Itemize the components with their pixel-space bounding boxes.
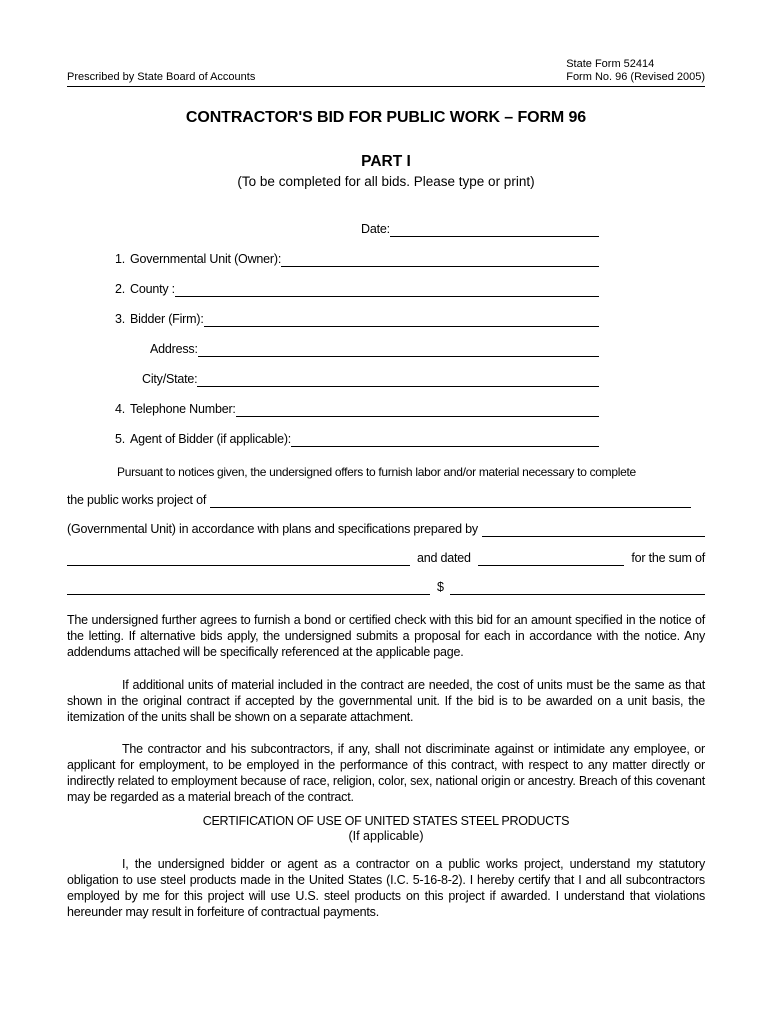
field-row-city-state — [142, 370, 599, 387]
telephone-input-line[interactable] — [236, 415, 599, 417]
bidder-label: Bidder (Firm): — [130, 312, 204, 326]
project-label: the public works project of — [67, 493, 207, 507]
field-number: 5. — [115, 432, 126, 446]
project-field-row — [67, 491, 691, 508]
prepared-by-field-row — [67, 520, 705, 537]
city-state-label: City/State: — [142, 372, 198, 386]
field-row-county — [115, 280, 599, 297]
field-row-governmental-unit — [115, 250, 599, 267]
form-title: CONTRACTOR'S BID FOR PUBLIC WORK – FORM 96 — [185, 109, 587, 126]
bidder-input-line[interactable] — [204, 325, 599, 327]
agent-label: Agent of Bidder (if applicable): — [130, 432, 292, 446]
bond-paragraph: The undersigned further agrees to furnish a bond or certified check with this bid for an amount specified in the notice of the letting. If alternative bids apply, the undersigned submits a proposal for each in accordance with the notice. Any addendums attached will be specifically referenced at the applicable page. — [67, 613, 705, 659]
for-the-sum-of-label: for the sum of — [631, 551, 705, 565]
telephone-label: Telephone Number: — [130, 402, 236, 416]
dated-input-line[interactable] — [478, 564, 625, 566]
field-number: 3. — [115, 312, 126, 326]
nondiscrimination-paragraph: The contractor and his subcontractors, if any, shall not discriminate against or intimidate any employee, or applicant for employment, to be employed in the performance of this contract, with respect to any matter directly or indirectly related to employment because of race, religion, color, sex, national origin or ancestry. Breach of this covenant may be regarded as a material breach of the contract. — [67, 742, 705, 804]
field-row-bidder — [115, 310, 599, 327]
governmental-unit-label: Governmental Unit (Owner): — [130, 252, 282, 266]
dated-field-row — [67, 549, 705, 566]
certification-body: I, the undersigned bidder or agent as a contractor on a public works project, understand my statutory obligation to use steel products made in the United States (I.C. 5-16-8-2). I hereby certify that I and all subcontractors employed by me for this project will use U.S. steel products on this project if awarded. I understand that violations hereunder may result in forfeiture of contractual payments. — [67, 857, 705, 919]
address-input-line[interactable] — [198, 355, 599, 357]
date-field-row — [361, 220, 599, 237]
field-row-telephone — [115, 400, 599, 417]
unit-cost-paragraph: If additional units of material included in the contract are needed, the cost of units must be the same as that shown in the original contract if accepted by the governmental unit. If the bid is to be awarded on a unit basis, the itemization of the units shall be shown on a separate attachment. — [67, 678, 705, 724]
field-number: 2. — [115, 282, 126, 296]
sum-words-input-line[interactable] — [67, 593, 430, 595]
sum-field-row — [67, 578, 705, 595]
form-revision-number: Form No. 96 (Revised 2005) — [566, 71, 705, 83]
field-row-address — [150, 340, 599, 357]
prepared-by-input-line[interactable] — [482, 535, 705, 537]
field-row-agent — [115, 430, 599, 447]
offer-intro-text: Pursuant to notices given, the undersigned offers to furnish labor and/or material necessary to complete — [117, 465, 636, 479]
field-number: 4. — [115, 402, 126, 416]
sum-amount-input-line[interactable] — [450, 593, 705, 595]
project-input-line[interactable] — [210, 506, 691, 508]
date-input-line[interactable] — [390, 235, 599, 237]
address-label: Address: — [150, 342, 198, 356]
state-form-number: State Form 52414 — [566, 58, 655, 70]
county-label: County : — [130, 282, 175, 296]
form-number-block — [566, 58, 705, 84]
dollar-sign: $ — [437, 580, 444, 594]
certification-subheading: (If applicable) — [348, 829, 424, 843]
certification-heading: CERTIFICATION OF USE OF UNITED STATES STEEL PRODUCTS — [202, 814, 570, 828]
part-heading: PART I — [361, 153, 411, 170]
and-dated-label: and dated — [417, 551, 471, 565]
governmental-unit-input-line[interactable] — [281, 265, 599, 267]
date-label: Date: — [361, 222, 390, 236]
prescribed-by-text: Prescribed by State Board of Accounts — [67, 71, 256, 83]
agent-input-line[interactable] — [291, 445, 599, 447]
form-header — [67, 58, 705, 87]
part-subheading: (To be completed for all bids. Please type or print) — [237, 174, 535, 189]
prepared-by-continuation-line[interactable] — [67, 564, 410, 566]
county-input-line[interactable] — [175, 295, 599, 297]
prepared-by-label: (Governmental Unit) in accordance with plans and specifications prepared by — [67, 522, 478, 536]
field-number: 1. — [115, 252, 126, 266]
city-state-input-line[interactable] — [197, 385, 599, 387]
